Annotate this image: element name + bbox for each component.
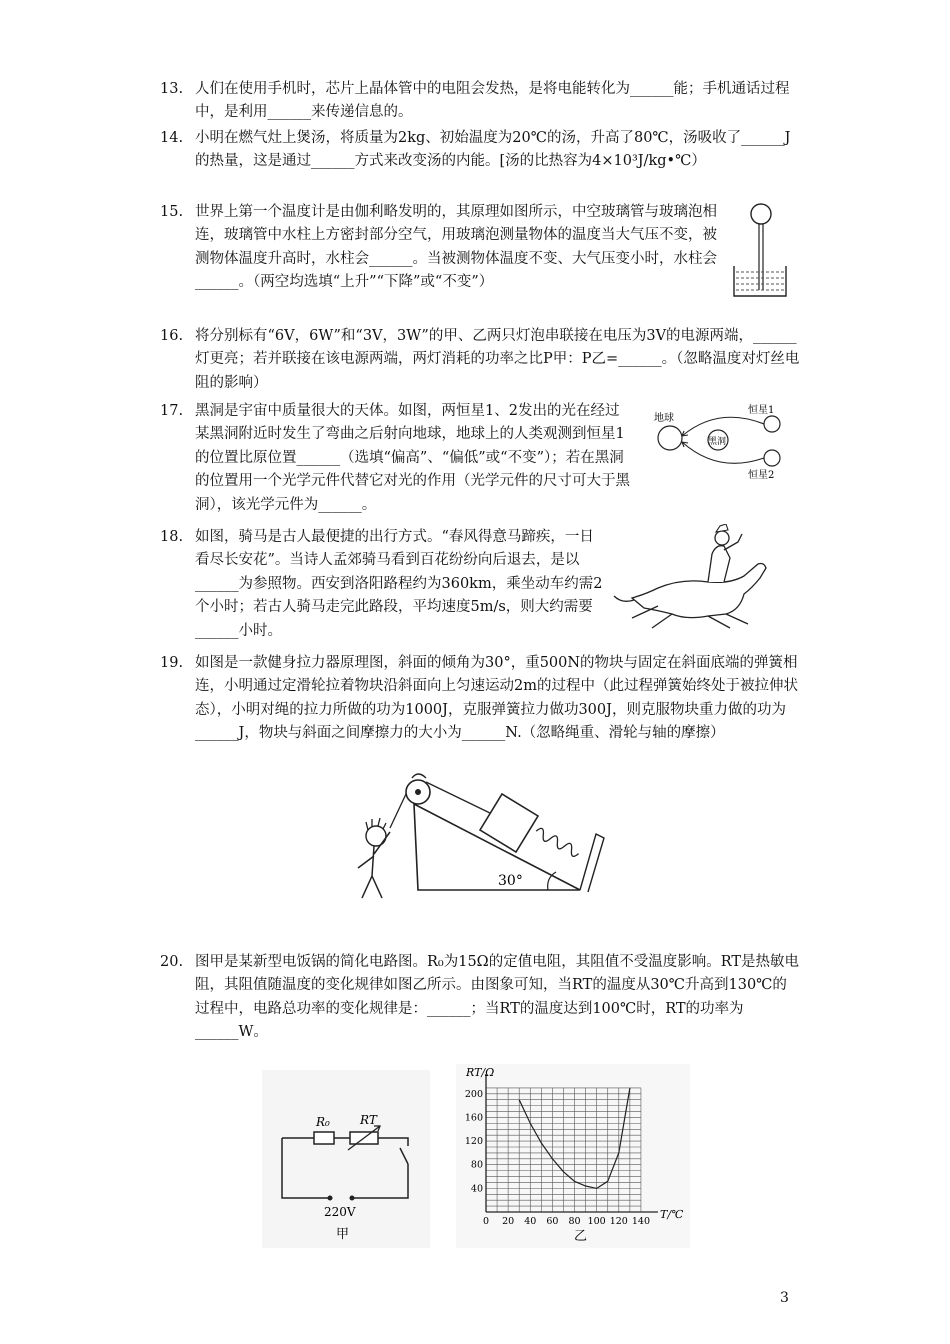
y-tick-label: 80 — [470, 1159, 483, 1171]
star-2-circle — [764, 450, 780, 466]
glass-bulb — [751, 204, 771, 224]
question-text: 世界上第一个温度计是由伽利略发明的，其原理如图所示，中空玻璃管与玻璃泡相连，玻璃管中水柱上方密封部分空气，用玻璃泡测量物体的温度当大气压不变，被测物体温度升高时，水柱会______。当被测物体温度不变、大气压变小时，水柱会______。（两空均选填“上升”“下降”或“不变”） — [195, 204, 717, 291]
star-1-circle — [764, 416, 780, 432]
question-number: 20. — [160, 954, 184, 970]
question-number: 13. — [160, 81, 184, 97]
rider-body — [708, 546, 730, 582]
question-18 — [160, 526, 605, 643]
question-20 — [160, 951, 800, 1045]
question-text: 如图，骑马是古人最便捷的出行方式。“春风得意马蹄疾，一日看尽长安花”。当诗人孟郊骑马看到百花纷纷向后退去，是以______为参照物。西安到洛阳路程约为360km，乘坐动车约需2个小时；若古人骑马走完此路段，平均速度5m/s，则大约需要______小时。 — [195, 529, 603, 639]
earth-label: 地球 — [654, 413, 674, 424]
earth-circle — [658, 426, 682, 450]
x-tick-label: 60 — [546, 1216, 559, 1227]
thermometer-figure — [728, 200, 790, 300]
r0-label: R₀ — [316, 1115, 330, 1129]
question-text: 图甲是某新型电饭锅的简化电路图。R₀为15Ω的定值电阻，其阻值不受温度影响。RT是热敏电阻，其阻值随温度的变化规律如图乙所示。由图象可知，当RT的温度从30℃升高到130℃的过程中，电路总功率的变化规律是：______；当RT的温度达到100℃时，RT的功率为______W。 — [195, 954, 800, 1041]
question-14 — [160, 127, 800, 174]
y-tick-label: 200 — [464, 1088, 483, 1100]
resistor-r0 — [314, 1132, 334, 1144]
circuit-figure — [262, 1070, 430, 1248]
x-tick-label: 80 — [568, 1216, 581, 1227]
voltage-label: 220V — [324, 1205, 356, 1219]
x-tick-label: 140 — [631, 1216, 651, 1227]
rt-label: RT — [360, 1113, 377, 1127]
question-17 — [160, 400, 630, 517]
horse-tail — [614, 596, 634, 601]
x-tick-label: 40 — [524, 1216, 537, 1227]
y-tick-label: 120 — [464, 1136, 483, 1148]
question-number: 16. — [160, 328, 184, 344]
question-text: 如图是一款健身拉力器原理图，斜面的倾角为30°，重500N的物块与固定在斜面底端的弹簧相连，小明通过定滑轮拉着物块沿斜面向上匀速运动2m的过程中（此过程弹簧始终处于被拉伸状态），小明对绳的拉力所做的功为1000J，克服弹簧拉力做功300J，则克服物块重力做的功为______J，物块与斜面之间摩擦力的大小为______N.（忽略绳重、滑轮与轴的摩擦） — [195, 655, 798, 742]
question-number: 14. — [160, 130, 184, 146]
x-tick-label: 100 — [587, 1216, 606, 1227]
question-number: 19. — [160, 655, 184, 671]
horse-rider-figure — [612, 524, 782, 632]
circuit-caption: 甲 — [336, 1227, 350, 1242]
question-16 — [160, 325, 800, 395]
question-15 — [160, 201, 720, 295]
question-text: 黑洞是宇宙中质量很大的天体。如图，两恒星1、2发出的光在经过某黑洞附近时发生了弯曲之后射向地球，地球上的人类观测到恒星1的位置比原位置______（选填“偏高”、“偏低”或“不变”）；若在黑洞的位置用一个光学元件代替它对光的作用（光学元件的尺寸可大于黑洞），该光学元件为______。 — [195, 403, 630, 513]
angle-label: 30° — [498, 873, 523, 889]
y-tick-label: 40 — [470, 1183, 483, 1195]
x-tick-label: 20 — [502, 1216, 515, 1227]
rider-hat — [716, 524, 728, 532]
rider-head — [715, 531, 729, 545]
rope-to-man — [390, 794, 406, 828]
pulley-mount — [412, 774, 426, 778]
x-tick-label: 0 — [482, 1216, 490, 1227]
terminal-right — [350, 1196, 355, 1201]
support-wall — [580, 834, 604, 892]
terminal-left — [328, 1196, 333, 1201]
x-axis-label: T/℃ — [660, 1208, 684, 1221]
question-text: 将分别标有“6V，6W”和“3V，3W”的甲、乙两只灯泡串联接在电压为3V的电源两端，______灯更亮；若并联接在该电源两端，两灯消耗的功率之比P甲：P乙=______。（忽略温度对灯丝电阻的影响） — [195, 328, 800, 391]
x-tick-label: 120 — [609, 1216, 628, 1227]
black-hole-figure — [648, 400, 790, 480]
horse-body — [632, 564, 766, 618]
star-2-label: 恒星2 — [748, 470, 775, 480]
question-text: 小明在燃气灶上煲汤，将质量为2kg、初始温度为20℃的汤，升高了80℃，汤吸收了______J的热量，这是通过______方式来改变汤的内能。[汤的比热容为4×10³J/kg•℃） — [195, 130, 791, 170]
question-number: 15. — [160, 204, 184, 220]
y-axis-label: RT/Ω — [466, 1066, 495, 1079]
question-number: 17. — [160, 403, 184, 419]
question-number: 18. — [160, 529, 184, 545]
spring — [534, 827, 581, 858]
rt-temperature-chart — [456, 1064, 690, 1248]
question-text: 人们在使用手机时，芯片上晶体管中的电阻会发热，是将电能转化为______能；手机通话过程中，是利用______来传递信息的。 — [195, 81, 790, 121]
water-container — [734, 266, 786, 296]
incline-pulley-figure — [352, 772, 606, 910]
rope-to-block — [426, 782, 492, 814]
page-number: 3 — [780, 1290, 789, 1306]
y-tick-label: 160 — [464, 1112, 483, 1124]
question-19 — [160, 652, 800, 746]
black-hole-label: 黑洞 — [708, 437, 727, 447]
star-1-label: 恒星1 — [748, 405, 775, 416]
question-13 — [160, 78, 800, 125]
light-path-1 — [682, 417, 764, 436]
graph-caption: 乙 — [574, 1229, 588, 1244]
